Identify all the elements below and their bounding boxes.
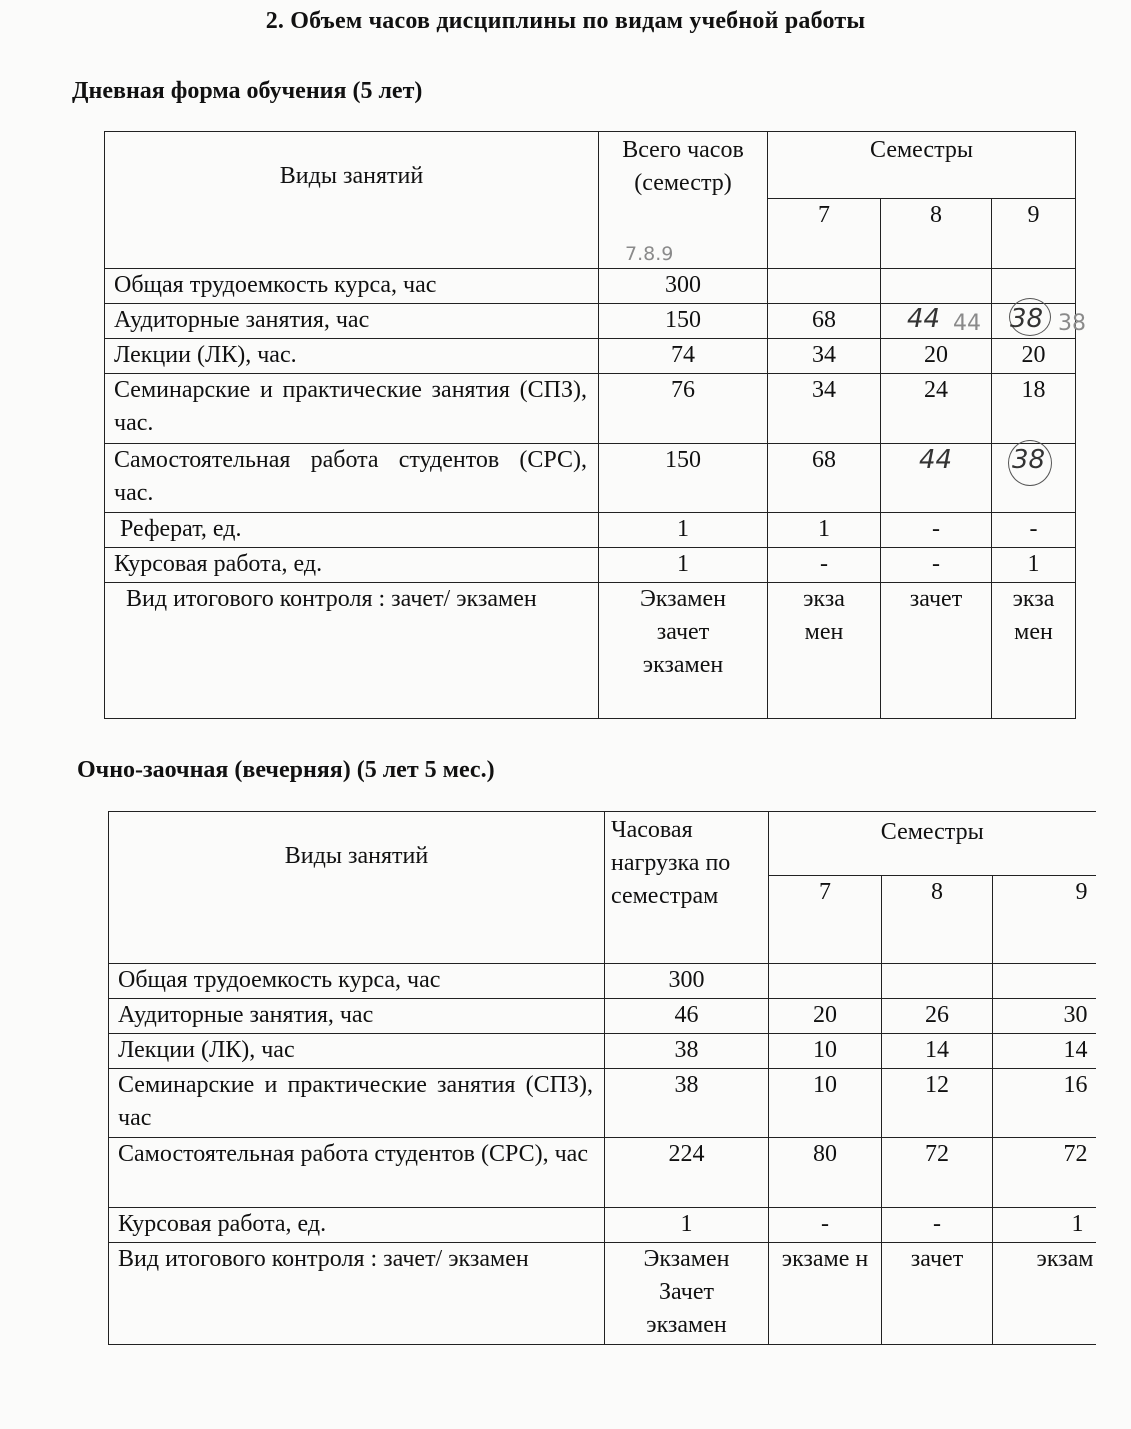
row-sem-9 bbox=[992, 304, 1086, 339]
row-sem-7 bbox=[769, 964, 882, 999]
handwritten-value: 38 bbox=[1012, 445, 1046, 475]
evening-form-subtitle: Очно-заочная (вечерняя) (5 лет 5 мес.) bbox=[77, 757, 495, 783]
row-sem-8: зачет bbox=[882, 1243, 993, 1345]
row-label: Семинарские и практические занятия (СПЗ), час. bbox=[105, 374, 599, 444]
table-row bbox=[105, 583, 1076, 719]
row-label: Самостоятельная работа студентов (СРС), час bbox=[109, 1138, 605, 1208]
row-sem-7: 10 bbox=[769, 1069, 882, 1138]
row-total: 76 bbox=[599, 374, 768, 444]
table-row bbox=[109, 999, 1096, 1034]
table-row bbox=[109, 1138, 1096, 1208]
row-sem-9: 1 bbox=[993, 1208, 1096, 1243]
header-types: Виды занятий bbox=[109, 812, 605, 964]
row-total: 1 bbox=[605, 1208, 769, 1243]
table-row bbox=[109, 1243, 1096, 1345]
handwritten-value: 44 bbox=[907, 304, 941, 334]
row-sem-9: 18 bbox=[992, 374, 1076, 444]
pencil-note: 38 bbox=[1058, 311, 1086, 336]
row-sem-9: экзам bbox=[993, 1243, 1096, 1345]
row-total: 300 bbox=[599, 269, 768, 304]
row-total: 300 bbox=[605, 964, 769, 999]
row-label: Аудиторные занятия, час bbox=[109, 999, 605, 1034]
header-sem-7: 7 bbox=[768, 199, 881, 269]
pencil-note: 44 bbox=[953, 311, 981, 336]
table-row bbox=[105, 304, 1076, 339]
row-label: Реферат, ед. bbox=[105, 513, 599, 548]
header-sem-9: 9 bbox=[992, 199, 1076, 269]
row-total: 46 bbox=[605, 999, 769, 1034]
row-total: 1 bbox=[599, 513, 768, 548]
row-sem-7: 34 bbox=[768, 374, 881, 444]
row-sem-7: 34 bbox=[768, 339, 881, 374]
row-sem-9: 14 bbox=[993, 1034, 1096, 1069]
header-sem-8: 8 bbox=[882, 876, 993, 964]
row-sem-8: 12 bbox=[882, 1069, 993, 1138]
row-sem-7: 68 bbox=[768, 444, 881, 513]
row-label: Вид итогового контроля : зачет/ экзамен bbox=[109, 1243, 605, 1345]
row-sem-7 bbox=[768, 269, 881, 304]
evening-form-table bbox=[108, 811, 1096, 1345]
row-total: 150 bbox=[599, 444, 768, 513]
row-sem-9: 20 bbox=[992, 339, 1076, 374]
row-total: 224 bbox=[605, 1138, 769, 1208]
row-sem-8 bbox=[881, 269, 992, 304]
row-sem-9 bbox=[993, 964, 1096, 999]
table-row bbox=[109, 964, 1096, 999]
row-label: Самостоятельная работа студентов (СРС), час. bbox=[105, 444, 599, 513]
table-row bbox=[105, 374, 1076, 444]
row-sem-8 bbox=[881, 444, 992, 513]
header-sem-9: 9 bbox=[993, 876, 1096, 964]
row-sem-7: 10 bbox=[769, 1034, 882, 1069]
row-label: Семинарские и практические занятия (СПЗ), час bbox=[109, 1069, 605, 1138]
row-sem-7: 80 bbox=[769, 1138, 882, 1208]
row-sem-7: 68 bbox=[768, 304, 881, 339]
row-sem-8: 26 bbox=[882, 999, 993, 1034]
row-sem-7: - bbox=[768, 548, 881, 583]
row-sem-7: экза мен bbox=[768, 583, 881, 719]
row-sem-7: - bbox=[769, 1208, 882, 1243]
row-total: Экзамен зачет экзамен bbox=[599, 583, 768, 719]
row-sem-8: 24 bbox=[881, 374, 992, 444]
table-row bbox=[105, 548, 1076, 583]
row-sem-9: - bbox=[992, 513, 1076, 548]
day-form-subtitle: Дневная форма обучения (5 лет) bbox=[72, 78, 423, 104]
table-row bbox=[109, 1034, 1096, 1069]
table-row bbox=[105, 339, 1076, 374]
table-row bbox=[105, 269, 1076, 304]
header-semesters: Семестры bbox=[768, 132, 1076, 199]
table-row bbox=[109, 1208, 1096, 1243]
row-sem-9 bbox=[992, 444, 1076, 513]
row-sem-8: - bbox=[881, 548, 992, 583]
row-sem-8: - bbox=[881, 513, 992, 548]
row-label: Вид итогового контроля : зачет/ экзамен bbox=[105, 583, 599, 719]
day-form-table bbox=[104, 131, 1086, 719]
header-sem-8: 8 bbox=[881, 199, 992, 269]
row-sem-7: 1 bbox=[768, 513, 881, 548]
row-sem-9: экза мен bbox=[992, 583, 1076, 719]
row-sem-7: 20 bbox=[769, 999, 882, 1034]
row-sem-8: 20 bbox=[881, 339, 992, 374]
row-total: Экзамен Зачет экзамен bbox=[605, 1243, 769, 1345]
row-sem-8: - bbox=[882, 1208, 993, 1243]
header-total bbox=[599, 132, 768, 269]
table-row bbox=[105, 444, 1076, 513]
row-sem-8: зачет bbox=[881, 583, 992, 719]
table-row bbox=[105, 513, 1076, 548]
row-sem-8 bbox=[882, 964, 993, 999]
row-label: Курсовая работа, ед. bbox=[105, 548, 599, 583]
page-title: 2. Объем часов дисциплины по видам учебной работы bbox=[265, 8, 866, 34]
row-sem-8 bbox=[881, 304, 992, 339]
row-sem-9: 16 bbox=[993, 1069, 1096, 1138]
row-sem-7: экзаме н bbox=[769, 1243, 882, 1345]
row-sem-8: 14 bbox=[882, 1034, 993, 1069]
handwritten-value: 44 bbox=[919, 445, 953, 475]
row-label: Общая трудоемкость курса, час bbox=[105, 269, 599, 304]
header-sem-7: 7 bbox=[769, 876, 882, 964]
row-total: 38 bbox=[605, 1034, 769, 1069]
header-total-label: Всего часов (семестр) bbox=[622, 137, 744, 196]
row-total: 1 bbox=[599, 548, 768, 583]
row-label: Лекции (ЛК), час bbox=[109, 1034, 605, 1069]
handwritten-value: 38 bbox=[1010, 304, 1044, 334]
row-sem-8: 72 bbox=[882, 1138, 993, 1208]
pencil-note: 7.8.9 bbox=[625, 243, 674, 265]
row-label: Аудиторные занятия, час bbox=[105, 304, 599, 339]
row-total: 74 bbox=[599, 339, 768, 374]
row-label: Общая трудоемкость курса, час bbox=[109, 964, 605, 999]
row-total: 150 bbox=[599, 304, 768, 339]
row-sem-9: 72 bbox=[993, 1138, 1096, 1208]
row-label: Лекции (ЛК), час. bbox=[105, 339, 599, 374]
row-label: Курсовая работа, ед. bbox=[109, 1208, 605, 1243]
table-row bbox=[109, 1069, 1096, 1138]
header-semesters: Семестры bbox=[769, 812, 1096, 876]
header-types: Виды занятий bbox=[105, 132, 599, 269]
row-sem-9: 30 bbox=[993, 999, 1096, 1034]
row-sem-9: 1 bbox=[992, 548, 1076, 583]
row-total: 38 bbox=[605, 1069, 769, 1138]
header-total: Часовая нагрузка по семестрам bbox=[605, 812, 769, 964]
